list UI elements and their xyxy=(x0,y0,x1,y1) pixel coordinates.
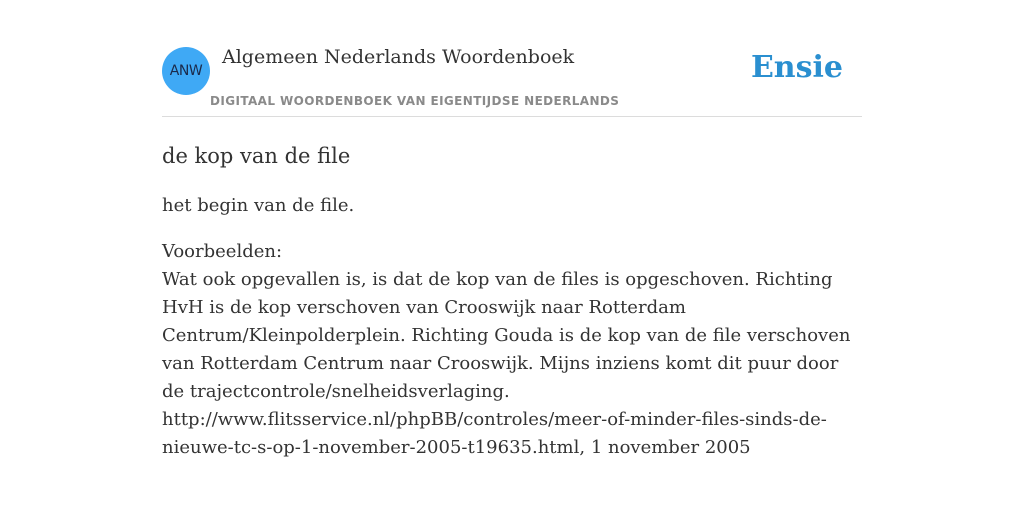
anw-logo[interactable] xyxy=(162,47,210,95)
example-source xyxy=(162,406,862,462)
example-quote xyxy=(162,266,862,406)
entry-term: de kop van de file xyxy=(162,144,351,168)
example-text: Wat ook opgevallen is, is dat de kop van de files is opgeschoven. Richting HvH is de kop verschoven van Crooswijk naar Rotterdam Centrum/Kleinpolderplein. Richting Gouda is de kop van de file verschoven van Rotterdam Centrum naar Crooswijk. Mijns inziens komt dit puur door de trajectcontrole/snelheidsverlaging. xyxy=(162,269,851,402)
site-header xyxy=(162,0,862,117)
examples-label: Voorbeelden: xyxy=(162,241,283,262)
site-title[interactable]: Algemeen Nederlands Woordenboek xyxy=(222,46,575,68)
entry-content xyxy=(162,142,862,462)
entry-card xyxy=(162,0,862,462)
logo-text: ANW xyxy=(169,63,203,79)
entry-definition: het begin van de file. xyxy=(162,195,355,216)
examples-section xyxy=(162,238,862,462)
source-date: , 1 november 2005 xyxy=(579,437,751,458)
site-subtitle: DIGITAAL WOORDENBOEK VAN EIGENTIJDSE NEDERLANDS xyxy=(210,94,620,108)
source-url[interactable]: http://www.flitsservice.nl/phpBB/controles/meer-of-minder-files-sinds-de-nieuwe-tc-s-op-1-november-2005-t19635.html xyxy=(162,409,827,458)
ensie-brand-logo[interactable]: Ensie xyxy=(750,50,843,85)
